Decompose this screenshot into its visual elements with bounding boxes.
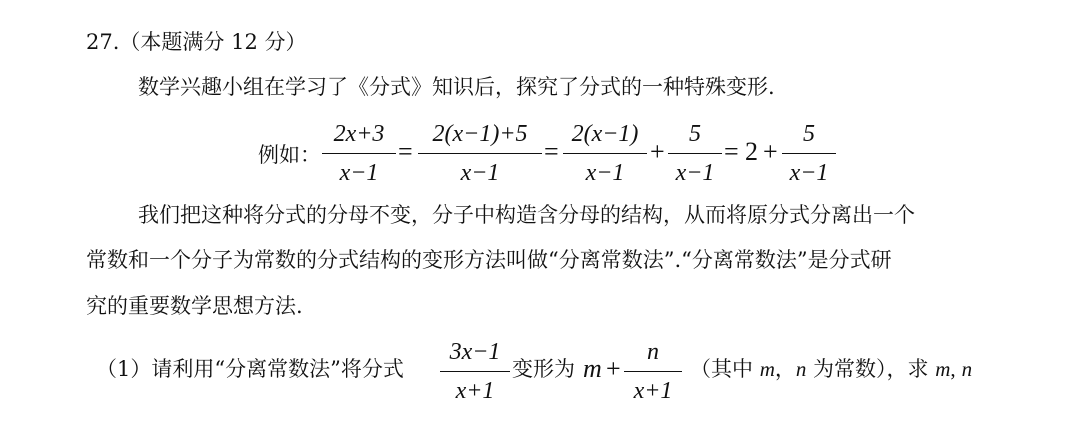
plus-sign: + <box>606 354 621 383</box>
variable-n: n <box>795 357 807 381</box>
equals-sign: = <box>398 137 413 166</box>
example-fraction-4 <box>668 118 722 189</box>
example-fraction-5 <box>782 118 836 189</box>
example-fraction-3 <box>563 118 647 189</box>
variable-m: m <box>759 357 775 381</box>
part-1-fraction <box>440 336 510 407</box>
constant-term: 2 <box>745 137 758 166</box>
fraction-bar <box>418 153 542 154</box>
fraction-numerator: 2x+3 <box>333 121 385 147</box>
paragraph-line-2: 常数和一个分子为常数的分式结构的变形方法叫做“分离常数法”.“分离常数法”是分式研 <box>86 248 892 272</box>
fraction-numerator: 5 <box>803 121 815 147</box>
fraction-bar <box>563 153 647 154</box>
plus-sign: + <box>650 137 665 166</box>
comma: ， <box>774 357 796 381</box>
question-number: 27. <box>86 30 120 54</box>
fraction-denominator: x−1 <box>675 160 715 186</box>
fraction-numerator: 5 <box>689 121 701 147</box>
fraction-numerator: 2(x−1)+5 <box>432 121 528 147</box>
fraction-denominator: x−1 <box>585 160 625 186</box>
fraction-numerator: 2(x−1) <box>571 121 639 147</box>
fraction-bar <box>322 153 396 154</box>
fraction-denominator: x+1 <box>633 378 673 404</box>
paragraph-line-1: 我们把这种将分式的分母不变，分子中构造含分母的结构，从而将原分式分离出一个 <box>138 203 915 227</box>
question-intro: 数学兴趣小组在学习了《分式》知识后，探究了分式的一种特殊变形. <box>138 75 775 99</box>
fraction-denominator: x−1 <box>789 160 829 186</box>
example-fraction-2 <box>418 118 542 189</box>
comma: , <box>950 357 956 381</box>
question-points: （本题满分 12 分） <box>119 30 307 54</box>
variable-n: n <box>961 357 973 381</box>
plus-sign: + <box>763 137 778 166</box>
suffix-text-b: 为常数），求 <box>806 357 936 381</box>
fraction-denominator: x+1 <box>455 378 495 404</box>
part-1-mid: 变形为 <box>512 357 575 381</box>
part-1-suffix <box>690 355 972 383</box>
suffix-text-a: （其中 <box>690 357 760 381</box>
equals-sign: = <box>544 137 559 166</box>
part-1-prefix: （1）请利用“分离常数法”将分式 <box>96 357 404 381</box>
fraction-denominator: x−1 <box>460 160 500 186</box>
paragraph-line-3: 究的重要数学思想方法. <box>86 294 303 318</box>
fraction-denominator: x−1 <box>339 160 379 186</box>
fraction-bar <box>624 371 682 372</box>
fraction-bar <box>782 153 836 154</box>
fraction-numerator: 3x−1 <box>449 339 501 365</box>
fraction-bar <box>668 153 722 154</box>
question-header <box>86 28 306 56</box>
variable-m: m <box>935 357 951 381</box>
part-1-fraction-2 <box>624 336 682 407</box>
fraction-numerator: n <box>647 339 659 365</box>
example-label: 例如： <box>258 143 321 167</box>
variable-m: m <box>583 354 602 383</box>
example-fraction-1 <box>322 118 396 189</box>
fraction-bar <box>440 371 510 372</box>
equals-sign: = <box>724 137 739 166</box>
